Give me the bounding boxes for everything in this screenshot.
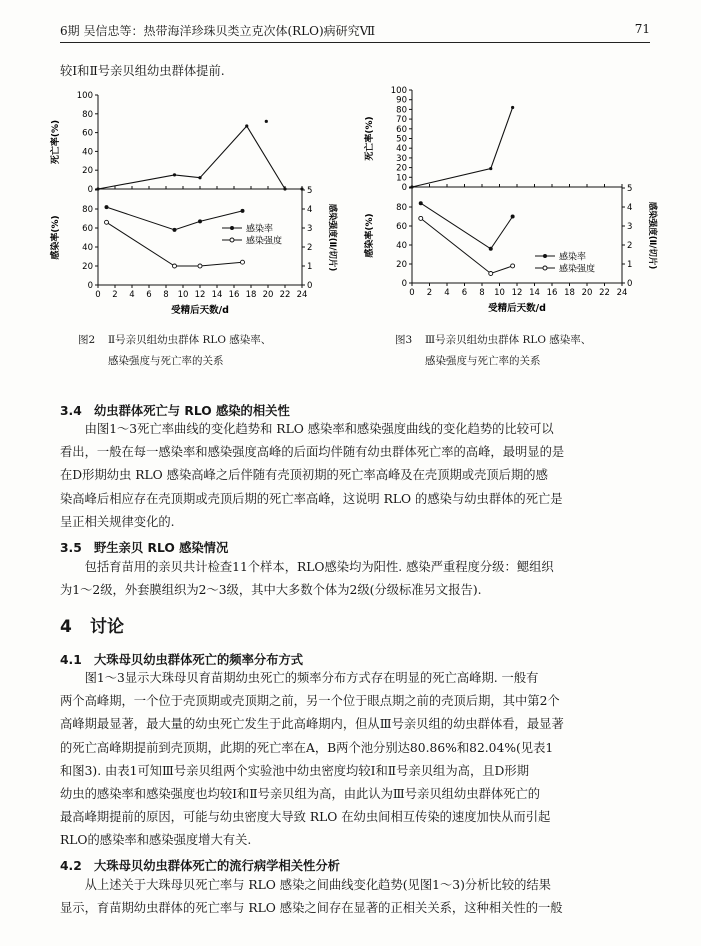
figure-2-chart [40, 82, 350, 324]
x-tick-label: 6 [461, 288, 468, 298]
y-tick-label: 80 [82, 205, 93, 215]
x-tick-label: 12 [511, 288, 523, 298]
figure-2-caption-line1: Ⅱ号亲贝组幼虫群体 RLO 感染率、 [108, 334, 272, 346]
y-tick-label-right: 0 [307, 281, 313, 291]
infection-rate-point [173, 228, 177, 232]
x-axis-title: 受精后天数/d [171, 305, 229, 316]
header-rule [60, 42, 650, 43]
x-tick-label: 8 [163, 290, 169, 300]
text-line: 显示，育苗期幼虫群体的死亡率与 RLO 感染之间存在显著的正相关关系，这种相关性的一般 [60, 901, 563, 916]
intro-line: 较Ⅰ和Ⅱ号亲贝组幼虫群体提前. [60, 64, 225, 78]
x-tick-label: 24 [296, 290, 308, 300]
text-line: 从上述关于大珠母贝死亡率与 RLO 感染之间曲线变化趋势(见图1～3)分析比较的结果 [84, 878, 551, 892]
y-tick-label: 70 [396, 115, 407, 126]
y-axis-title-bottom-left: 感染率(%) [365, 213, 375, 258]
y-axis-title-top: 死亡率(%) [365, 116, 375, 161]
legend-label: 感染率 [246, 224, 274, 235]
x-tick-label: 24 [616, 288, 628, 298]
y-tick-label: 90 [396, 95, 407, 106]
y-axis-title-bottom-left: 感染率(%) [51, 215, 61, 260]
x-tick-label: 18 [564, 288, 575, 298]
infection-intensity-line [421, 218, 513, 273]
y-tick-label: 60 [396, 124, 407, 135]
y-tick-label-right: 4 [627, 203, 633, 213]
mortality-point [489, 167, 492, 170]
section-3-4-title: 幼虫群体死亡与 RLO 感染的相关性 [94, 404, 290, 418]
x-tick-label: 4 [129, 290, 135, 300]
x-axis-title: 受精后天数/d [488, 303, 546, 314]
running-header [60, 22, 650, 42]
y-tick-label: 20 [82, 166, 93, 177]
infection-intensity-point [198, 264, 202, 268]
section-4-1-title: 大珠母贝幼虫群体死亡的频率分布方式 [94, 653, 304, 667]
mortality-line [98, 126, 302, 189]
y-axis-title-top: 死亡率(%) [51, 119, 61, 165]
section-4-number: 4 [60, 617, 72, 637]
y-tick-label: 40 [396, 144, 407, 155]
text-line: 包括育苗用的亲贝共计检查11个样本，RLO感染均为阳性. 感染严重程度分级：鳃组织 [84, 560, 554, 574]
mortality-line [412, 107, 513, 187]
mortality-point [300, 187, 303, 190]
legend-marker [543, 254, 547, 258]
section-4-2-title: 大珠母贝幼虫群体死亡的流行病学相关性分析 [94, 859, 340, 873]
legend-marker [230, 226, 234, 230]
y-tick-label: 80 [82, 109, 93, 120]
legend-label: 感染率 [559, 252, 587, 263]
y-tick-label: 10 [396, 173, 407, 184]
x-tick-label: 0 [95, 290, 101, 300]
figure-2-label: 图2 [78, 334, 96, 346]
infection-rate-line [107, 207, 243, 230]
y-tick-label: 40 [396, 241, 407, 251]
infection-rate-point [489, 247, 493, 251]
x-tick-label: 6 [146, 290, 152, 300]
mortality-point [511, 106, 514, 109]
y-axis-title-bottom-right: 感染强度(Ⅱ/切片) [327, 203, 337, 272]
y-tick-label: 20 [396, 260, 407, 270]
text-line: 为1～2级，外套膜组织为2～3级，其中大多数个体为2级(分级标准另文报告). [60, 583, 482, 598]
text-line: 由图1～3死亡率曲线的变化趋势和 RLO 感染率和感染强度曲线的变化趋势的比较可以 [84, 422, 554, 436]
section-4-2-number: 4.2 [60, 859, 82, 873]
x-tick-label: 22 [599, 288, 610, 298]
x-tick-label: 2 [426, 288, 433, 298]
y-tick-label: 0 [87, 281, 93, 291]
y-tick-label: 60 [82, 128, 93, 139]
x-tick-label: 12 [194, 290, 206, 300]
mortality-point [410, 185, 413, 188]
text-line: 染高峰后相应存在壳顶期或壳顶后期的死亡率高峰，这说明 RLO 的感染与幼虫群体的死亡是 [60, 491, 563, 506]
section-3-5-title: 野生亲贝 RLO 感染情况 [94, 541, 229, 555]
mortality-point [283, 187, 286, 190]
text-line: 的死亡高峰期提前到壳顶期，此期的死亡率在A，B两个池分别达80.86%和82.04%(见表1 [60, 740, 554, 755]
section-3-4-number: 3.4 [60, 404, 82, 418]
y-tick-label-right: 4 [307, 205, 313, 215]
section-4-2-heading [60, 856, 340, 874]
infection-rate-point [198, 219, 202, 223]
text-line: RLO的感染率和感染强度增大有关. [60, 833, 252, 848]
x-tick-label: 0 [409, 288, 415, 298]
x-tick-label: 4 [444, 288, 450, 298]
mortality-point [245, 124, 248, 127]
legend-marker [230, 238, 234, 242]
y-tick-label-right: 1 [307, 262, 313, 272]
text-line: 图1～3显示大珠母贝育苗期幼虫死亡的频率分布方式存在明显的死亡高峰期. 一般有 [84, 671, 539, 685]
figure-3-caption [395, 330, 591, 372]
section-3-5-number: 3.5 [60, 541, 82, 555]
section-3-5-heading [60, 538, 228, 556]
y-tick-label: 100 [76, 91, 93, 101]
x-tick-label: 16 [546, 288, 558, 298]
mortality-extra-point [265, 120, 268, 123]
section-3-4-body [60, 418, 650, 534]
infection-intensity-point [419, 216, 423, 220]
figure-3-chart [352, 80, 662, 324]
infection-rate-line [421, 203, 513, 249]
header-title: 6期 吴信忠等：热带海洋珍珠贝类立克次体(RLO)病研究Ⅶ [60, 24, 376, 38]
y-tick-label: 100 [390, 86, 407, 96]
x-tick-label: 16 [228, 290, 240, 300]
x-tick-label: 8 [479, 288, 485, 298]
y-tick-label: 50 [396, 134, 407, 145]
infection-intensity-point [105, 220, 109, 224]
figure-3-label: 图3 [395, 334, 413, 346]
text-line: 在D形期幼虫 RLO 感染高峰之后伴随有壳顶初期的死亡率高峰及在壳顶期或壳顶后期的感 [60, 468, 548, 483]
y-tick-label: 60 [396, 222, 407, 232]
y-tick-label: 0 [401, 183, 407, 193]
infection-intensity-point [511, 264, 515, 268]
y-tick-label: 40 [82, 147, 93, 158]
mortality-point [198, 176, 201, 179]
y-tick-label: 30 [396, 153, 407, 164]
x-tick-label: 20 [262, 290, 274, 300]
y-tick-label-right: 0 [627, 279, 633, 289]
y-tick-label: 60 [82, 224, 93, 234]
x-tick-label: 2 [112, 290, 118, 300]
y-tick-label-right: 1 [627, 260, 633, 270]
y-tick-label-right: 5 [627, 184, 633, 194]
y-tick-label-right: 5 [307, 186, 313, 196]
section-4-1-heading [60, 650, 303, 668]
infection-rate-point [419, 201, 423, 205]
legend-marker [543, 266, 547, 270]
infection-intensity-point [173, 264, 177, 268]
x-tick-label: 10 [494, 288, 505, 298]
infection-intensity-point [241, 260, 245, 264]
figure-3-caption-line2: 感染强度与死亡率的关系 [425, 355, 541, 367]
x-tick-label: 14 [211, 290, 223, 300]
y-tick-label: 0 [87, 185, 93, 195]
section-4-1-body [60, 667, 650, 853]
y-tick-label: 20 [396, 163, 407, 174]
text-line: 幼虫的感染率和感染强度也均较Ⅰ和Ⅱ号亲贝组为高，由此认为Ⅲ号亲贝组幼虫群体死亡的 [60, 787, 541, 802]
figure-2-caption-line2: 感染强度与死亡率的关系 [108, 355, 224, 367]
x-tick-label: 14 [529, 288, 540, 298]
page-number: 71 [634, 22, 650, 36]
y-axis-title-bottom-right: 感染强度(Ⅱ/切片) [647, 201, 657, 270]
section-4-1-number: 4.1 [60, 653, 82, 667]
text-line: 呈正相关规律变化的. [60, 514, 175, 529]
section-4-title: 讨论 [90, 617, 124, 637]
y-tick-label-right: 3 [627, 222, 633, 232]
section-4-2-body [60, 874, 650, 920]
y-tick-label-right: 2 [307, 243, 313, 253]
x-tick-label: 10 [177, 290, 189, 300]
y-tick-label: 80 [396, 105, 407, 116]
section-4-heading [60, 612, 124, 637]
text-line: 看出，一般在每一感染率和感染强度高峰的后面均伴随有幼虫群体死亡率的高峰，最明显的是 [60, 445, 565, 460]
infection-intensity-point [489, 272, 493, 276]
mortality-point [96, 187, 99, 190]
mortality-point [173, 173, 176, 176]
section-3-5-body [60, 556, 650, 602]
figure-2-caption [78, 330, 271, 372]
y-tick-label: 20 [82, 262, 93, 272]
y-tick-label-right: 3 [307, 224, 313, 234]
text-line: 最高峰期提前的原因，可能与幼虫密度大导致 RLO 在幼虫间相互传染的速度加快从而引起 [60, 810, 551, 825]
x-tick-label: 22 [279, 290, 291, 300]
text-line: 高峰期最显著，最大量的幼虫死亡发生于此高峰期内，但从Ⅲ号亲贝组的幼虫群体看，最显著 [60, 717, 564, 732]
figure-3-caption-line1: Ⅲ号亲贝组幼虫群体 RLO 感染率、 [425, 334, 592, 346]
x-tick-label: 20 [581, 288, 593, 298]
y-tick-label: 80 [396, 203, 407, 213]
infection-rate-point [241, 209, 245, 213]
text-line: 和图3). 由表1可知Ⅲ号亲贝组两个实验池中幼虫密度均较Ⅰ和Ⅱ号亲贝组为高，且D形期 [60, 763, 529, 778]
section-3-4-heading [60, 401, 290, 419]
infection-rate-point [105, 205, 109, 209]
infection-rate-point [511, 215, 515, 219]
y-tick-label: 40 [82, 243, 93, 253]
y-tick-label: 0 [401, 279, 407, 289]
legend-label: 感染强度 [559, 264, 596, 275]
y-tick-label-right: 2 [627, 241, 633, 251]
text-line: 两个高峰期，一个位于壳顶期或壳顶期之前，另一个位于眼点期之前的壳顶后期，其中第2个 [60, 694, 560, 709]
x-tick-label: 18 [245, 290, 257, 300]
legend-label: 感染强度 [246, 236, 283, 247]
